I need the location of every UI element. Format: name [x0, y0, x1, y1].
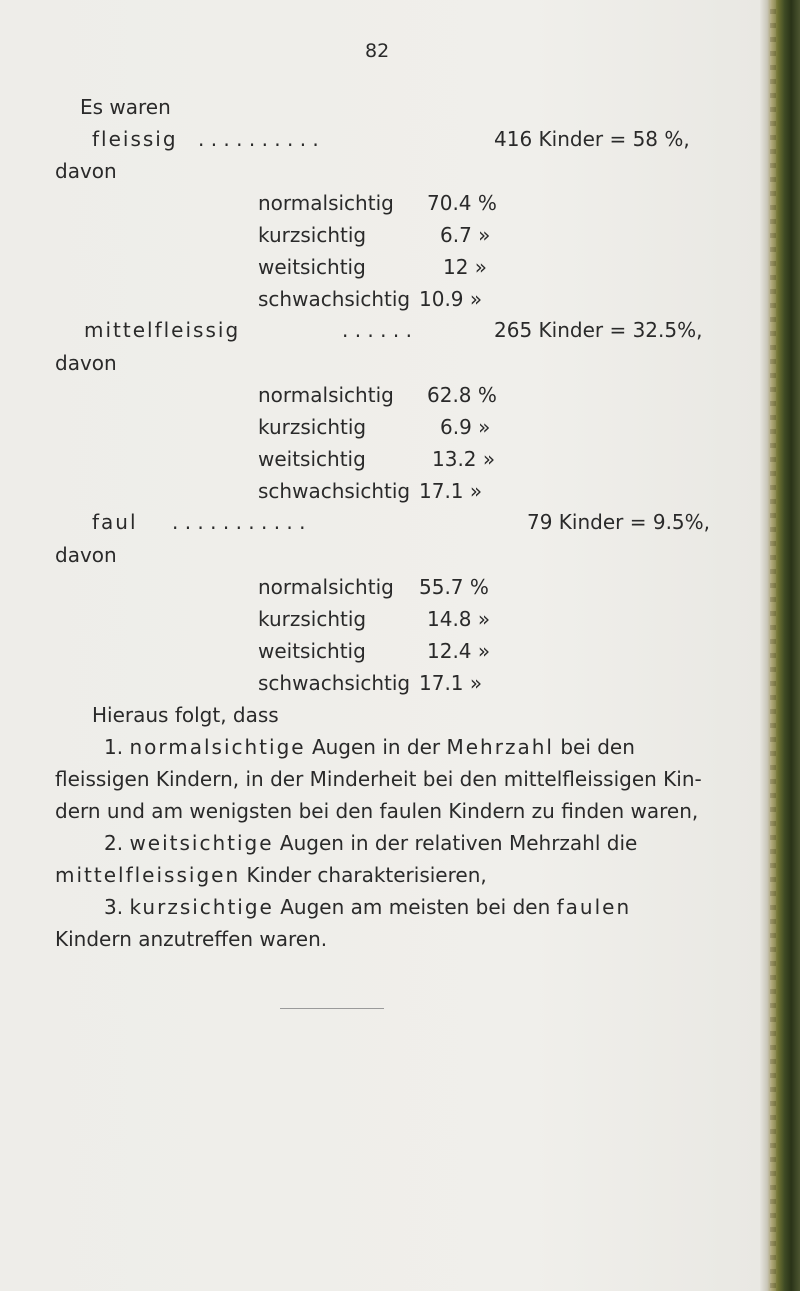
- group-faul-davon: davon: [55, 543, 117, 567]
- book-edge: [760, 0, 800, 1291]
- row-value: 6.9 »: [440, 415, 491, 439]
- line-text: Kinder charakterisieren,: [246, 863, 487, 887]
- intro-text: Es waren: [80, 95, 171, 119]
- group-mittelfleissig-label: mittelfleissig: [84, 318, 241, 342]
- row-label: kurzsichtig: [258, 415, 367, 439]
- conclusion-line-2: fleissigen Kindern, in der Minderheit bei den mittelfleissigen Kin-: [55, 767, 702, 791]
- group-fleissig-total: 416 Kinder = 58 %,: [494, 127, 690, 151]
- row-value: 13.2 »: [432, 447, 496, 471]
- row-value: 12.4 »: [427, 639, 491, 663]
- group-mittelfleissig-dots: . . . . . .: [342, 318, 412, 342]
- row-value: 17.1 »: [419, 479, 483, 503]
- conclusion-line-5: [55, 863, 487, 887]
- emphasis-term: weitsichtige: [129, 831, 274, 855]
- conclusion-lead: Hieraus folgt, dass: [92, 703, 279, 727]
- row-label: schwachsichtig: [258, 671, 411, 695]
- row-value: 6.7 »: [440, 223, 491, 247]
- emphasis-term: normalsichtige: [129, 735, 306, 759]
- group-faul-total: 79 Kinder = 9.5%,: [527, 510, 711, 534]
- group-fleissig-label: fleissig: [92, 127, 178, 151]
- row-label: schwachsichtig: [258, 479, 411, 503]
- row-value: 55.7 %: [419, 575, 489, 599]
- row-label: schwachsichtig: [258, 287, 411, 311]
- row-label: normalsichtig: [258, 191, 394, 215]
- conclusion-line-6: [104, 895, 631, 919]
- item-number: 1.: [104, 735, 124, 759]
- group-faul-dots: . . . . . . . . . . .: [172, 510, 306, 534]
- emphasis-term: kurzsichtige: [129, 895, 274, 919]
- row-label: kurzsichtig: [258, 607, 367, 631]
- group-mittelfleissig-davon: davon: [55, 351, 117, 375]
- row-label: normalsichtig: [258, 575, 394, 599]
- item-number: 3.: [104, 895, 124, 919]
- group-fleissig-davon: davon: [55, 159, 117, 183]
- group-faul-label: faul: [92, 510, 138, 534]
- row-label: weitsichtig: [258, 447, 366, 471]
- row-label: weitsichtig: [258, 255, 366, 279]
- conclusion-line-4: [104, 831, 637, 855]
- row-value: 14.8 »: [427, 607, 491, 631]
- item-number: 2.: [104, 831, 124, 855]
- row-value: 70.4 %: [427, 191, 497, 215]
- emphasis-term: Mehrzahl: [446, 735, 554, 759]
- row-label: kurzsichtig: [258, 223, 367, 247]
- line-text: bei den: [560, 735, 635, 759]
- row-value: 10.9 »: [419, 287, 483, 311]
- line-text: Augen am meisten bei den: [280, 895, 551, 919]
- conclusion-line-3: dern und am wenigsten bei den faulen Kindern zu finden waren,: [55, 799, 699, 823]
- section-divider: [280, 1008, 384, 1009]
- emphasis-term: mittelfleissigen: [55, 863, 241, 887]
- row-value: 12 »: [443, 255, 488, 279]
- row-label: weitsichtig: [258, 639, 366, 663]
- conclusion-line-7: Kindern anzutreffen waren.: [55, 927, 328, 951]
- page-number: 82: [365, 40, 390, 62]
- conclusion-line-1: [104, 735, 635, 759]
- group-mittelfleissig-total: 265 Kinder = 32.5%,: [494, 318, 703, 342]
- row-value: 62.8 %: [427, 383, 497, 407]
- emphasis-term: faulen: [556, 895, 632, 919]
- row-value: 17.1 »: [419, 671, 483, 695]
- line-text: Augen in der: [311, 735, 441, 759]
- group-fleissig-dots: . . . . . . . . . .: [198, 127, 319, 151]
- line-text: Augen in der relativen Mehrzahl die: [279, 831, 638, 855]
- row-label: normalsichtig: [258, 383, 394, 407]
